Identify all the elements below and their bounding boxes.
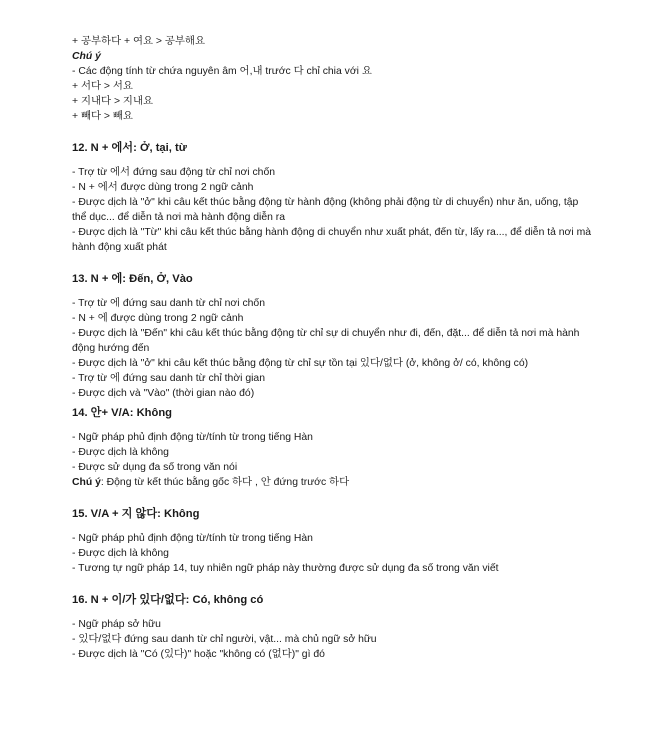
section-13-line: - Được dịch là "ở" khi câu kết thúc bằng động từ chỉ sự tồn tại 있다/없다 (ở, không ở/ có, không có) — [72, 358, 529, 369]
section-13-line: - Trợ từ 에 đứng sau danh từ chỉ nơi chốn — [72, 298, 265, 309]
section-13-line: - Được dịch là "Đến" khi câu kết thúc bằng động từ chỉ sự di chuyển như đi, đến, đặt... để diễn tả nơi mà hành động hướng đến — [72, 328, 580, 354]
conjugation-example: + 공부하다 + 여요 > 공부해요 — [72, 36, 206, 47]
section-15-line: - Tương tự ngữ pháp 14, tuy nhiên ngữ pháp này thường được sử dụng đa số trong văn viết — [72, 563, 499, 574]
note-text: - Các động tính từ chứa nguyên âm 어,내 trước 다 chỉ chia với 요 — [72, 66, 372, 77]
section-15-title: 15. V/A + 지 않다: Không — [72, 508, 200, 520]
section-12-line: - Được dịch là "Từ" khi câu kết thúc bằng hành động di chuyển như xuất phát, đến từ, lấy ra..., để diễn tả nơi mà hành động xuất phát — [72, 227, 592, 253]
section-14-title: 14. 안+ V/A: Không — [72, 407, 173, 419]
section-14-line: - Được sử dụng đa số trong văn nói — [72, 462, 238, 473]
section-16-line: - Được dịch là "Có (있다)" hoặc "không có (없다)" gì đó — [72, 649, 325, 660]
section-15-line: - Được dịch là không — [72, 548, 169, 559]
note-label: Chú ý — [72, 51, 101, 62]
section-13-title: 13. N + 에: Đến, Ở, Vào — [72, 273, 193, 285]
section-16-title: 16. N + 이/가 있다/없다: Có, không có — [72, 594, 264, 606]
example-line: + 지내다 > 지내요 — [72, 96, 154, 107]
section-14-line: - Được dịch là không — [72, 447, 169, 458]
section-15-line: - Ngữ pháp phủ định động từ/tính từ trong tiếng Hàn — [72, 533, 313, 544]
example-line: + 빼다 > 빼요 — [72, 111, 133, 122]
section-14-note-label: Chú ý — [72, 477, 101, 488]
section-16-line: - 있다/없다 đứng sau danh từ chỉ người, vật... mà chủ ngữ sở hữu — [72, 634, 377, 645]
section-12-line: - Được dịch là "ở" khi câu kết thúc bằng động từ hành động (không phải động từ di chuyển) như ăn, uống, tập thể dục... để diễn tả nơi mà hành động diễn ra — [72, 197, 579, 223]
section-13-line: - Được dịch và "Vào" (thời gian nào đó) — [72, 388, 255, 399]
section-14-note — [72, 475, 608, 490]
section-13-line: - N + 에 được dùng trong 2 ngữ cảnh — [72, 313, 244, 324]
section-14-note-text: : Động từ kết thúc bằng gốc 하다 , 안 đứng trước 하다 — [100, 477, 350, 488]
section-14-line: - Ngữ pháp phủ định động từ/tính từ trong tiếng Hàn — [72, 432, 313, 443]
section-16-line: - Ngữ pháp sở hữu — [72, 619, 161, 630]
section-12-line: - Trợ từ 에서 đứng sau động từ chỉ nơi chốn — [72, 167, 276, 178]
section-13-line: - Trợ từ 에 đứng sau danh từ chỉ thời gian — [72, 373, 265, 384]
section-12-title: 12. N + 에서: Ở, tại, từ — [72, 142, 187, 154]
example-line: + 서다 > 서요 — [72, 81, 133, 92]
section-12-line: - N + 에서 được dùng trong 2 ngữ cảnh — [72, 182, 254, 193]
